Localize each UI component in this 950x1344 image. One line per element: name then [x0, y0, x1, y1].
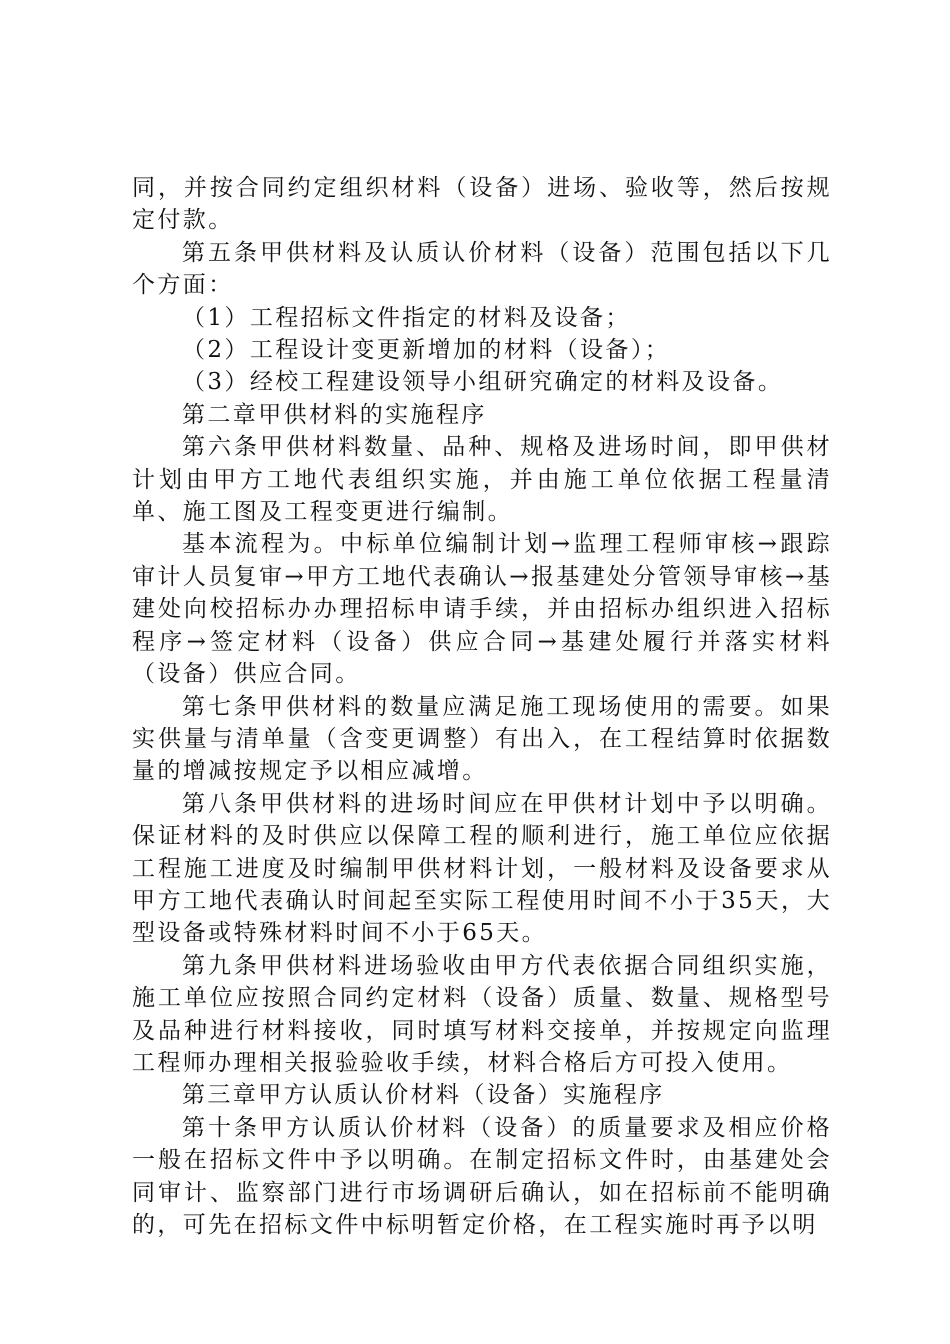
paragraph-basic-flow: 基本流程为。中标单位编制计划→监理工程师审核→跟踪审计人员复审→甲方工地代表确认→报基建处分管领导审核→基建处向校招标办办理招标申请手续，并由招标办组织进入招标程序→签定材料（设备）供应合同→基建处履行并落实材料（设备）供应合同。 [132, 531, 833, 688]
paragraph-article-8: 第八条甲供材料的进场时间应在甲供材计划中予以明确。保证材料的及时供应以保障工程的顺利进行，施工单位应依据工程施工进度及时编制甲供材料计划，一般材料及设备要求从甲方工地代表确认时间起至实际工程使用时间不小于35天，大型设备或特殊材料时间不小于65天。 [132, 790, 832, 947]
list-item-2: （2）工程设计变更新增加的材料（设备）； [182, 337, 671, 364]
paragraph-article-7: 第七条甲供材料的数量应满足施工现场使用的需要。如果实供量与清单量（含变更调整）有出入，在工程结算时依据数量的增减按规定予以相应减增。 [132, 693, 832, 785]
paragraph-article-9: 第九条甲供材料进场验收由甲方代表依据合同组织实施，施工单位应按照合同约定材料（设备）质量、数量、规格型号及品种进行材料接收，同时填写材料交接单，并按规定向监理工程师办理相关报验验收手续，材料合格后方可投入使用。 [132, 952, 832, 1076]
paragraph-article-6: 第六条甲供材料数量、品种、规格及进场时间，即甲供材计划由甲方工地代表组织实施，并由施工单位依据工程量清单、施工图及工程变更进行编制。 [132, 434, 832, 526]
list-item-1: （1）工程招标文件指定的材料及设备； [182, 304, 631, 331]
document-page [132, 172, 832, 1241]
list-item-3: （3）经校工程建设领导小组研究确定的材料及设备。 [182, 369, 784, 396]
paragraph-article-5: 第五条甲供材料及认质认价材料（设备）范围包括以下几个方面： [132, 239, 832, 299]
paragraph-article-10: 第十条甲方认质认价材料（设备）的质量要求及相应价格一般在招标文件中予以明确。在制定招标文件时，由基建处会同审计、监察部门进行市场调研后确认，如在招标前不能明确的，可先在招标文件中标明暂定价格，在工程实施时再予以明 [132, 1114, 832, 1238]
chapter-2-heading: 第二章甲供材料的实施程序 [182, 401, 487, 428]
paragraph-continuation: 同，并按合同约定组织材料（设备）进场、验收等，然后按规定付款。 [132, 175, 832, 234]
chapter-3-heading: 第三章甲方认质认价材料（设备）实施程序 [182, 1082, 665, 1109]
